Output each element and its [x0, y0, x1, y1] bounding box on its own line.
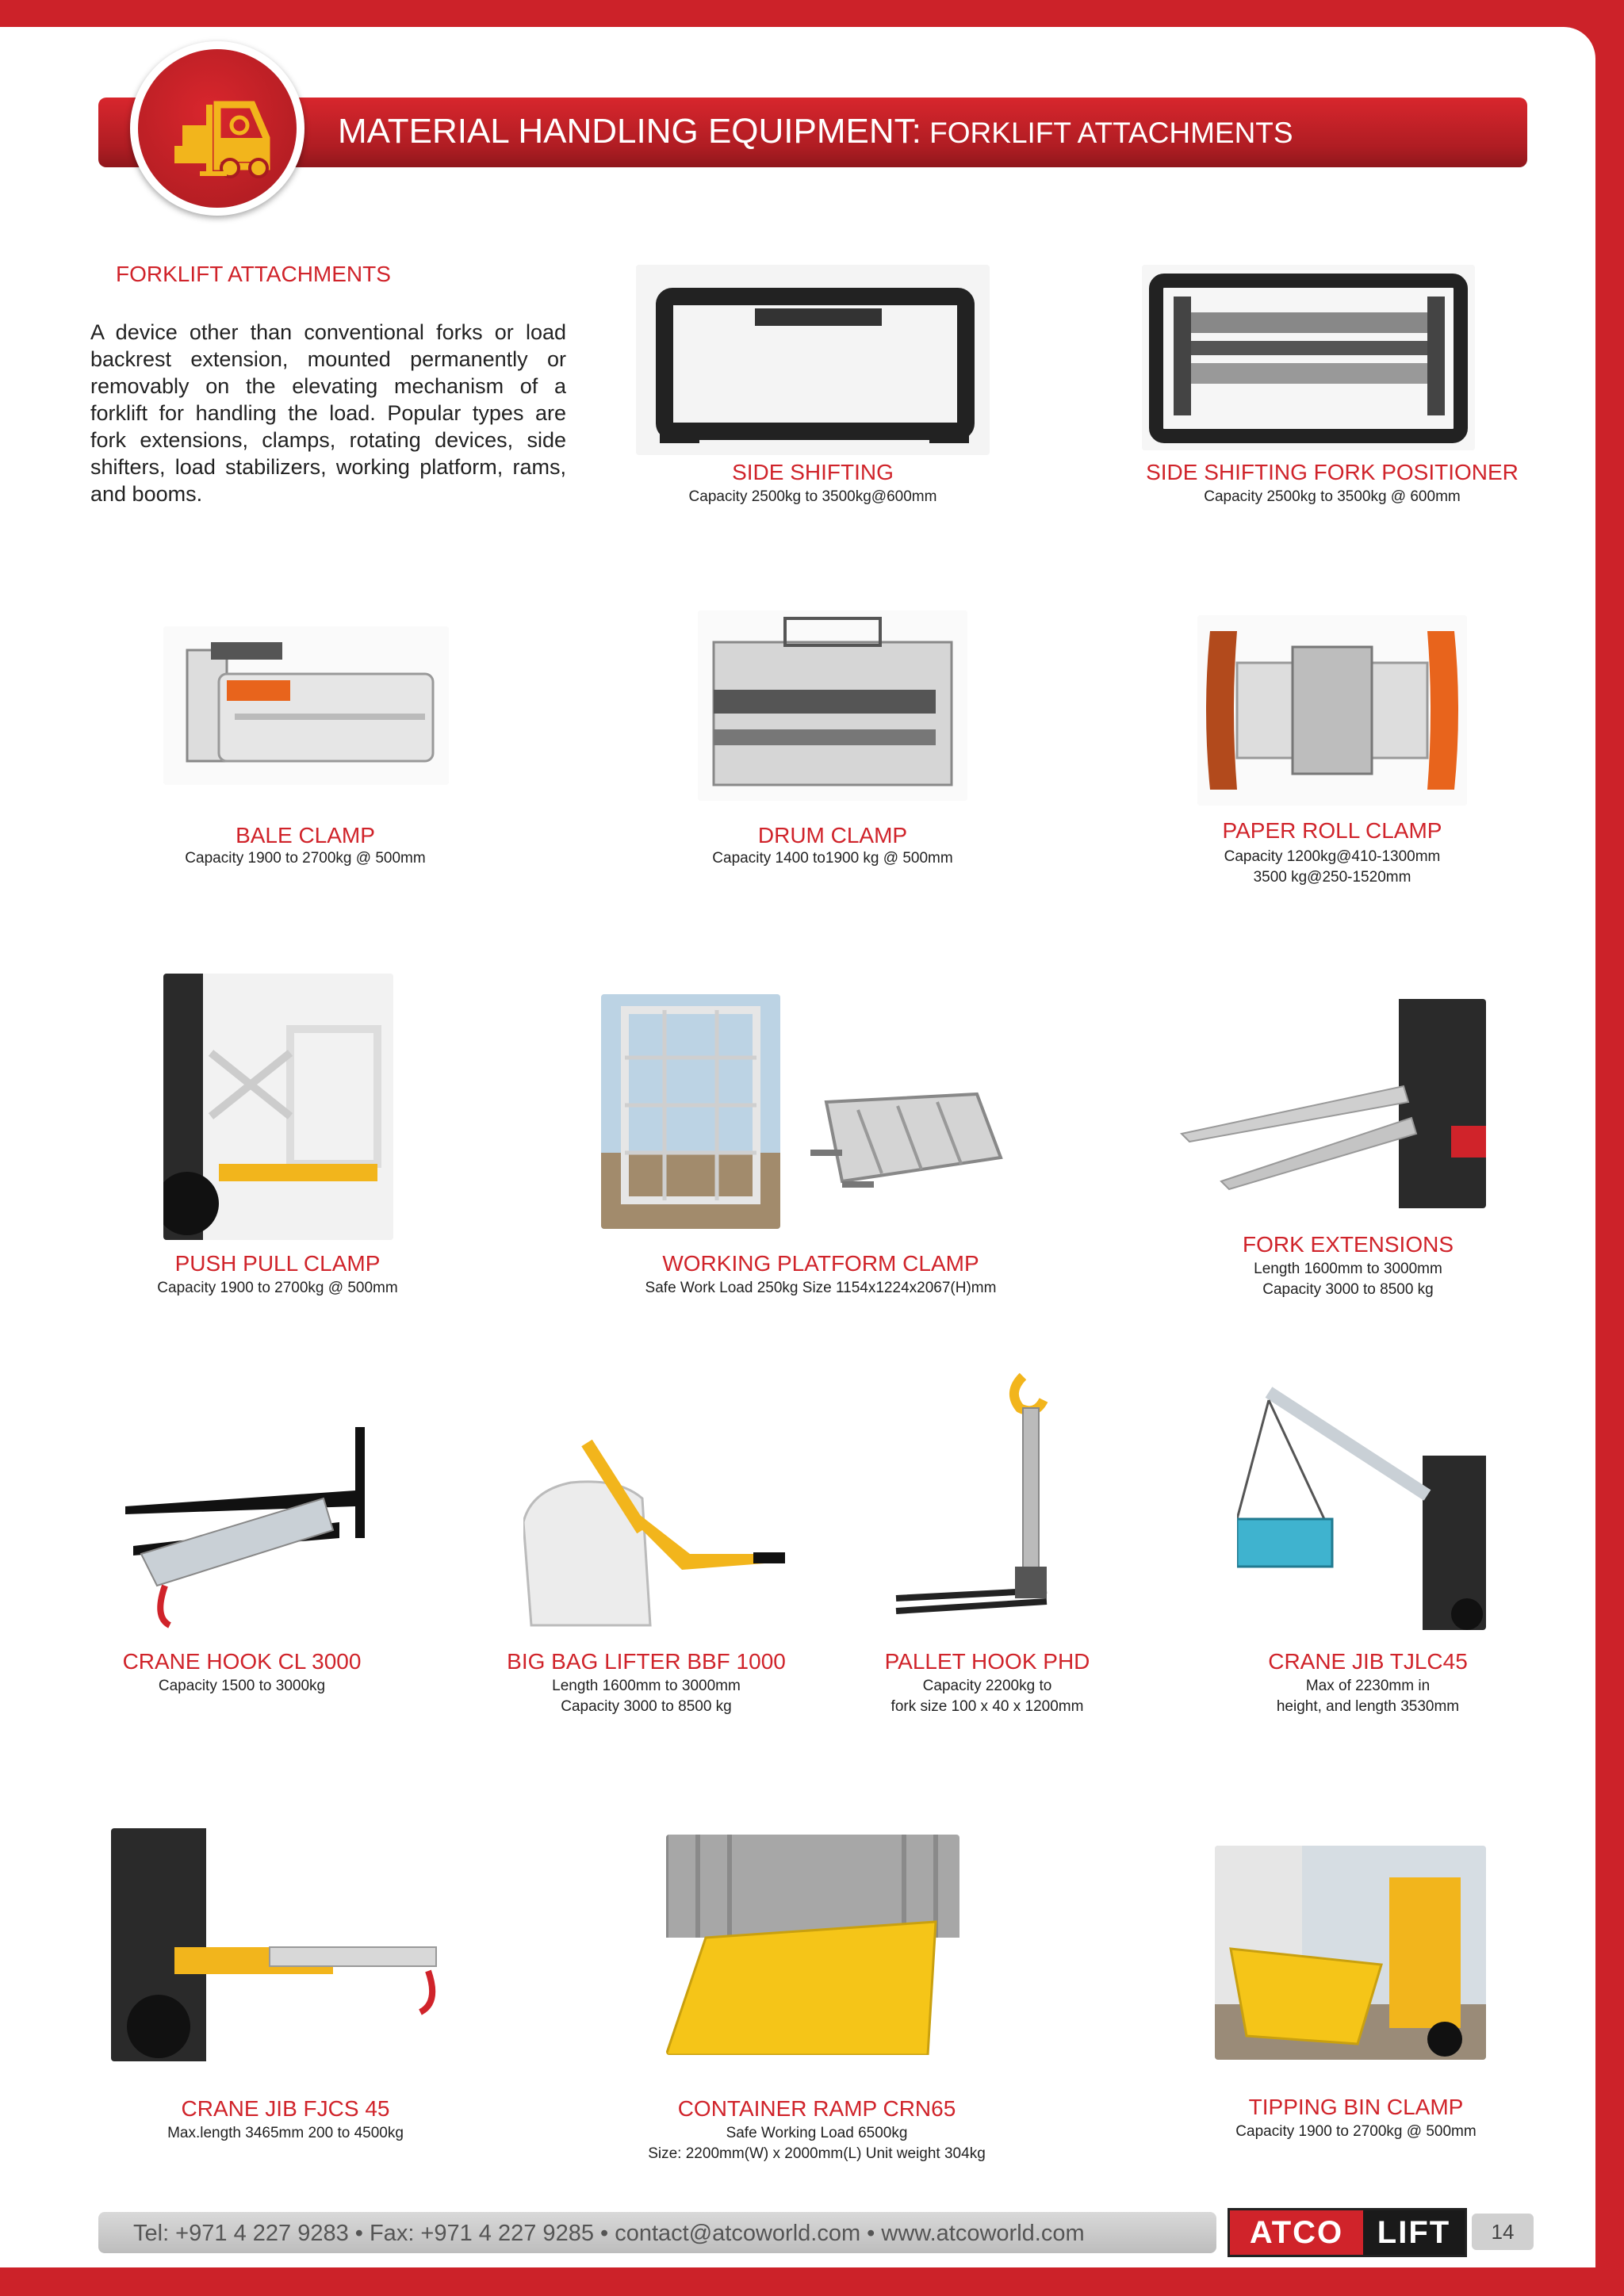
bale-clamp-image [163, 626, 449, 785]
pallet-hook-image [888, 1360, 1094, 1622]
footer-contact: Tel: +971 4 227 9283 • Fax: +971 4 227 9285 • contact@atcoworld.com • www.atcoworld.com [133, 2221, 1085, 2246]
page-title [338, 108, 1293, 155]
product-name: CRANE HOOK CL 3000 [122, 1649, 362, 1674]
working-platform-cage-image [601, 994, 780, 1229]
product-spec: Capacity 1900 to 2700kg @ 500mm [185, 850, 426, 867]
product-name: PAPER ROLL CLAMP [1222, 818, 1442, 843]
crane-jib-tjlc45-image [1237, 1376, 1486, 1630]
product-name: CRANE JIB FJCS 45 [181, 2096, 390, 2121]
product-side-shifting [634, 263, 991, 509]
product-photo [1174, 999, 1486, 1208]
product-photo [1237, 1376, 1486, 1630]
product-photo [888, 1360, 1094, 1622]
product-photo [795, 1070, 1017, 1213]
brand-left: ATCO [1230, 2210, 1363, 2255]
forklift-icon [138, 49, 297, 208]
product-spec: fork size 100 x 40 x 1200mm [891, 1698, 1084, 1715]
product-photo [163, 626, 449, 785]
product-name: SIDE SHIFTING FORK POSITIONER [1146, 460, 1519, 484]
crane-jib-fjcs45-image [111, 1828, 447, 2061]
product-push-pull-clamp [111, 974, 444, 1299]
product-spec: height, and length 3530mm [1276, 1698, 1460, 1715]
title-main: MATERIAL HANDLING EQUIPMENT: [338, 112, 921, 151]
drum-clamp-image [698, 610, 967, 801]
product-spec: Capacity 1900 to 2700kg @ 500mm [157, 1280, 398, 1296]
product-spec: Length 1600mm to 3000mm [1254, 1261, 1442, 1277]
product-spec: Capacity 3000 to 8500 kg [1262, 1281, 1434, 1298]
header-logo [130, 41, 304, 216]
product-spec: Safe Working Load 6500kg [726, 2125, 908, 2141]
product-name: PUSH PULL CLAMP [174, 1251, 381, 1276]
product-photo [111, 1828, 447, 2061]
product-spec: Max of 2230mm in [1305, 1678, 1431, 1694]
product-drum-clamp [658, 610, 1007, 872]
product-crane-hook-cl-3000 [95, 1411, 389, 1712]
product-photo [163, 974, 393, 1240]
product-paper-roll-clamp [1150, 610, 1515, 896]
product-spec: Capacity 2500kg to 3500kg@600mm [688, 488, 937, 505]
product-name: CRANE JIB TJLC45 [1268, 1649, 1468, 1674]
title-sub: FORKLIFT ATTACHMENTS [921, 117, 1293, 149]
product-name: CONTAINER RAMP CRN65 [677, 2096, 956, 2121]
paper-roll-clamp-image [1197, 615, 1467, 806]
product-name: WORKING PLATFORM CLAMP [662, 1251, 979, 1276]
logo-disc [138, 49, 297, 208]
side-shifter-image [636, 265, 990, 455]
product-pallet-hook-phd [864, 1360, 1110, 1722]
crane-hook-image [125, 1427, 379, 1630]
big-bag-lifter-image [523, 1427, 785, 1638]
product-name: BALE CLAMP [236, 823, 375, 848]
product-name: TIPPING BIN CLAMP [1248, 2095, 1464, 2119]
product-spec: Capacity 2200kg to [922, 1678, 1052, 1694]
push-pull-clamp-image [163, 974, 393, 1240]
product-spec: 3500 kg@250-1520mm [1253, 869, 1411, 886]
brand-right: LIFT [1363, 2210, 1465, 2255]
product-bale-clamp [127, 610, 484, 872]
product-name: SIDE SHIFTING [732, 460, 894, 484]
product-fork-extensions [1174, 997, 1522, 1307]
product-side-shifting-fork-positioner [1126, 263, 1538, 509]
product-big-bag-lifter-bbf-1000 [492, 1411, 801, 1720]
product-name: BIG BAG LIFTER BBF 1000 [507, 1649, 786, 1674]
fork-extensions-image [1174, 999, 1486, 1208]
product-spec: Size: 2200mm(W) x 2000mm(L) Unit weight 304kg [648, 2145, 986, 2162]
product-photo [1142, 265, 1475, 450]
product-spec: Capacity 1900 to 2700kg @ 500mm [1235, 2123, 1477, 2140]
product-crane-jib-tjlc45 [1221, 1376, 1515, 1722]
atcolift-logo [1228, 2208, 1467, 2257]
product-spec: Length 1600mm to 3000mm [552, 1678, 741, 1694]
product-container-ramp-crn65 [626, 1835, 1007, 2168]
product-photo [125, 1427, 379, 1630]
product-spec: Capacity 2500kg to 3500kg @ 600mm [1204, 488, 1461, 505]
product-spec: Capacity 1400 to1900 kg @ 500mm [712, 850, 953, 867]
product-name: FORK EXTENSIONS [1242, 1232, 1454, 1257]
product-crane-jib-fjcs-45 [103, 1828, 468, 2145]
section-heading: FORKLIFT ATTACHMENTS [116, 262, 391, 286]
product-spec: Capacity 1200kg@410-1300mm [1224, 848, 1441, 865]
fork-positioner-image [1142, 265, 1475, 450]
product-working-platform-clamp [587, 991, 1055, 1300]
product-spec: Capacity 1500 to 3000kg [158, 1678, 326, 1694]
working-platform-image [795, 1070, 1017, 1213]
product-spec: Capacity 3000 to 8500 kg [561, 1698, 732, 1715]
product-photo [698, 610, 967, 801]
product-name: DRUM CLAMP [757, 823, 908, 848]
product-spec: Safe Work Load 250kg Size 1154x1224x2067(H)mm [645, 1280, 997, 1296]
tipping-bin-clamp-image [1215, 1846, 1486, 2060]
product-photo [666, 1835, 959, 2055]
product-name: PALLET HOOK PHD [884, 1649, 1090, 1674]
intro-paragraph: A device other than conventional forks or load backrest extension, mounted permanently or removably on the elevating mechanism of a forklift for handling the load. Popular types are fork extensions, clamps, rotating devices, side shifters, load stabilizers, working platform, rams, and booms. [90, 320, 566, 506]
product-photo [1215, 1846, 1486, 2060]
product-photo [601, 994, 780, 1229]
product-photo [1197, 615, 1467, 806]
product-photo [523, 1427, 785, 1638]
product-photo [636, 265, 990, 455]
product-tipping-bin-clamp [1197, 1846, 1515, 2163]
product-spec: Max.length 3465mm 200 to 4500kg [167, 2125, 404, 2141]
page-number: 14 [1472, 2214, 1534, 2250]
container-ramp-image [666, 1835, 959, 2055]
